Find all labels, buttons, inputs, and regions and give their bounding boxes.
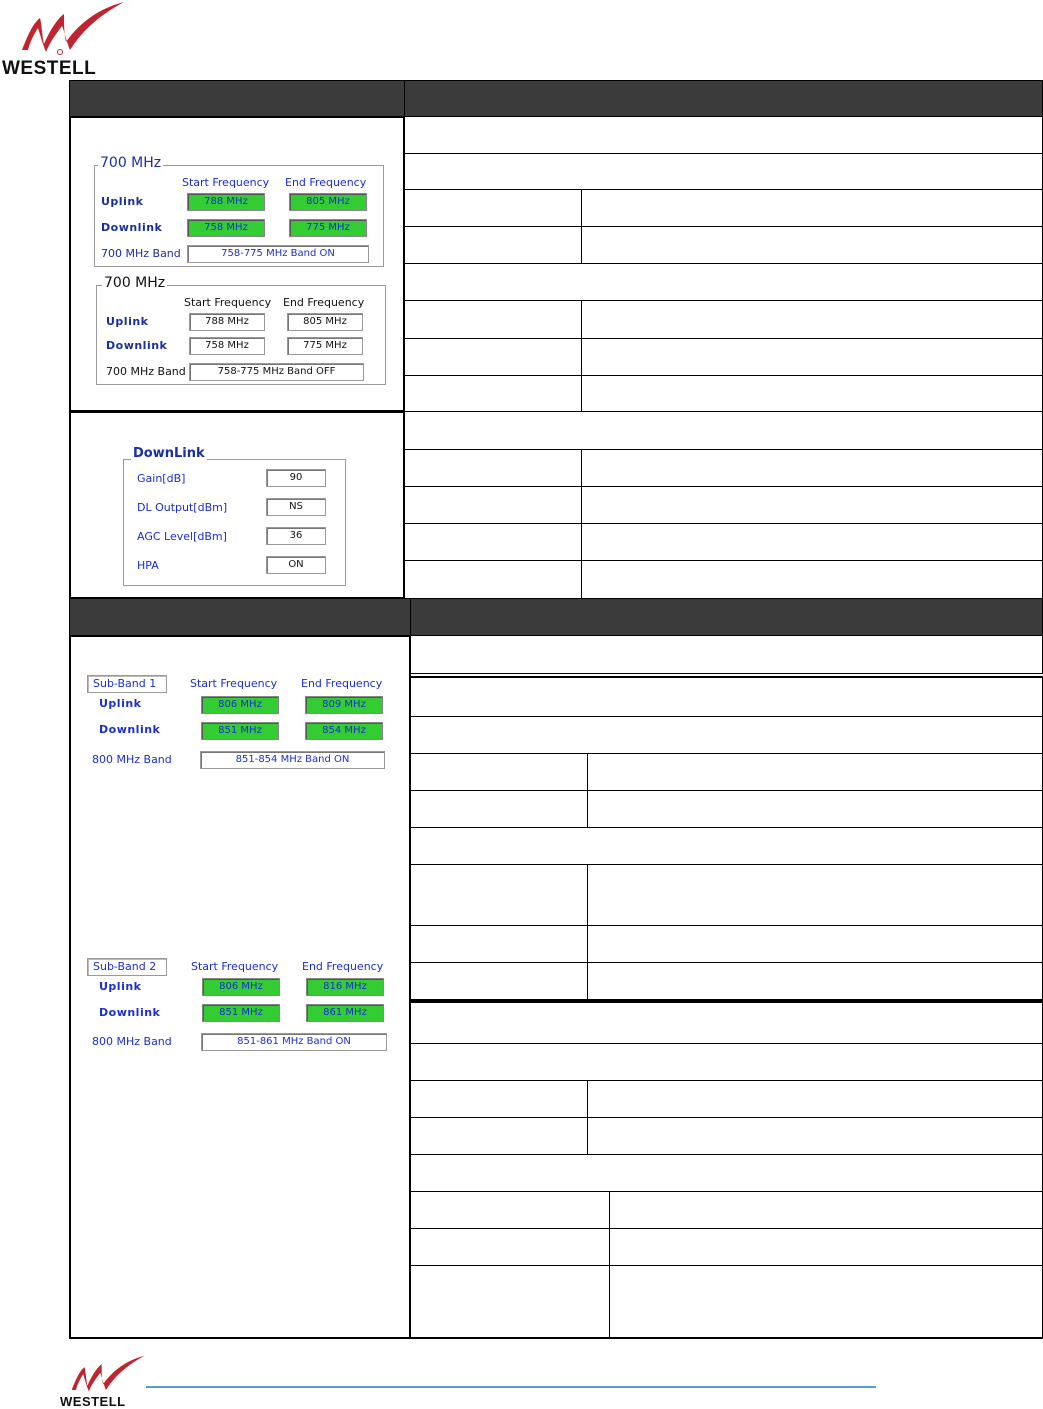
downlink-label: Downlink [99, 723, 161, 736]
uplink-label: Uplink [101, 195, 144, 208]
table1-row-value [581, 338, 1043, 376]
table1-row-value [581, 449, 1043, 487]
table1-row-key [404, 560, 582, 599]
table1-row-value [581, 226, 1043, 264]
end-frequency-label: End Frequency [285, 176, 367, 189]
band-label: 700 MHz Band [101, 247, 181, 260]
table2-row-key [410, 962, 588, 1000]
table2-row-key [410, 790, 588, 828]
table1-row-key [404, 523, 582, 561]
band-status-field[interactable]: 758-775 MHz Band ON [187, 245, 369, 263]
dl-output-label: DL Output[dBm] [137, 501, 228, 514]
table1-row-key [404, 300, 582, 339]
subband-tag: Sub-Band 1 [87, 675, 167, 693]
downlink-label: Downlink [106, 339, 168, 352]
end-frequency-label: End Frequency [283, 296, 365, 309]
downlink-start-field[interactable]: 758 MHz [187, 219, 265, 237]
table1-row-value [581, 523, 1043, 561]
hpa-label: HPA [137, 559, 159, 572]
gain-field[interactable]: 90 [266, 469, 326, 487]
table2-header-left [69, 598, 411, 636]
uplink-start-field[interactable]: 788 MHz [187, 193, 265, 211]
westell-logo-icon [66, 1352, 148, 1398]
table1-row-key [404, 486, 582, 524]
table2-row-key [410, 1191, 610, 1229]
table2-row-value [587, 962, 1043, 1000]
uplink-label: Uplink [106, 315, 149, 328]
end-frequency-label: End Frequency [302, 960, 384, 973]
table2-row-key [410, 1117, 588, 1155]
table2-row-value [587, 925, 1043, 963]
start-frequency-label: Start Frequency [184, 296, 272, 309]
band-label: 800 MHz Band [92, 1035, 172, 1048]
uplink-end-field[interactable]: 805 MHz [287, 313, 363, 331]
table1-row-key [404, 226, 582, 264]
table2-row [410, 1154, 1043, 1192]
band-status-field[interactable]: 851-854 MHz Band ON [200, 751, 385, 769]
band-label: 700 MHz Band [106, 365, 186, 378]
band-status-field[interactable]: 758-775 MHz Band OFF [189, 363, 364, 381]
uplink-start-field[interactable]: 806 MHz [201, 696, 279, 714]
brand-name: WESTELL [2, 58, 97, 79]
table1-row [404, 153, 1043, 190]
group-title: 700 MHz [104, 275, 166, 291]
group-title: 700 MHz [100, 155, 162, 171]
table2-row-value [587, 790, 1043, 828]
downlink-start-field[interactable]: 758 MHz [189, 337, 265, 355]
subband-tag: Sub-Band 2 [87, 958, 167, 976]
table2-row-value [609, 1228, 1043, 1266]
gain-label: Gain[dB] [137, 472, 186, 485]
table2-row [410, 716, 1043, 754]
table1-row-key [404, 338, 582, 376]
table2-row-key [410, 1228, 610, 1266]
end-frequency-label: End Frequency [301, 677, 383, 690]
downlink-end-field[interactable]: 861 MHz [306, 1004, 384, 1022]
table2-row-key [410, 1265, 610, 1339]
uplink-end-field[interactable]: 805 MHz [289, 193, 367, 211]
uplink-label: Uplink [99, 697, 142, 710]
table2-row-key [410, 753, 588, 791]
table1-row-key [404, 189, 582, 227]
start-frequency-label: Start Frequency [182, 176, 270, 189]
table1-row-value [581, 375, 1043, 412]
hpa-field[interactable]: ON [266, 556, 326, 574]
table1-header-left [69, 80, 405, 117]
uplink-start-field[interactable]: 806 MHz [202, 978, 280, 996]
band-status-field[interactable]: 851-861 MHz Band ON [201, 1033, 387, 1051]
table1-row-value [581, 560, 1043, 599]
uplink-label: Uplink [99, 980, 142, 993]
table2-row-key [410, 925, 588, 963]
uplink-end-field[interactable]: 816 MHz [306, 978, 384, 996]
downlink-end-field[interactable]: 775 MHz [289, 219, 367, 237]
table2-row-value [609, 1265, 1043, 1339]
start-frequency-label: Start Frequency [190, 677, 278, 690]
downlink-end-field[interactable]: 775 MHz [287, 337, 363, 355]
table1-row-value [581, 300, 1043, 339]
group-title: DownLink [133, 446, 205, 461]
downlink-end-field[interactable]: 854 MHz [305, 722, 383, 740]
downlink-start-field[interactable]: 851 MHz [202, 1004, 280, 1022]
table2-row-value [587, 1080, 1043, 1118]
table2-row-value [587, 753, 1043, 791]
table2-row [410, 827, 1043, 865]
table1-row-key [404, 449, 582, 487]
footer-divider [146, 1386, 876, 1388]
table1-row-value [581, 486, 1043, 524]
table1-row-key [404, 375, 582, 412]
table2-row [410, 635, 1043, 674]
table1-row-value [581, 189, 1043, 227]
table2-row-value [587, 1117, 1043, 1155]
agc-level-label: AGC Level[dBm] [137, 530, 227, 543]
band-label: 800 MHz Band [92, 753, 172, 766]
table2-header-right [410, 598, 1043, 636]
table2-row-value [609, 1191, 1043, 1229]
start-frequency-label: Start Frequency [191, 960, 279, 973]
table2-row-key [410, 864, 588, 926]
table1-row [404, 411, 1043, 450]
table1-row [404, 116, 1043, 154]
downlink-start-field[interactable]: 851 MHz [201, 722, 279, 740]
table2-row-value [587, 864, 1043, 926]
downlink-label: Downlink [101, 221, 163, 234]
table2-row [410, 1000, 1043, 1044]
uplink-start-field[interactable]: 788 MHz [189, 313, 265, 331]
table1-header-right [404, 80, 1043, 117]
table1-row [404, 263, 1043, 301]
brand-name: WESTELL [60, 1394, 126, 1409]
table2-row [410, 676, 1043, 717]
uplink-end-field[interactable]: 809 MHz [305, 696, 383, 714]
westell-logo-icon [14, 0, 129, 58]
table2-row-key [410, 1080, 588, 1118]
agc-level-field[interactable]: 36 [266, 527, 326, 545]
table2-row [410, 1043, 1043, 1081]
downlink-label: Downlink [99, 1006, 161, 1019]
dl-output-field[interactable]: NS [266, 498, 326, 516]
